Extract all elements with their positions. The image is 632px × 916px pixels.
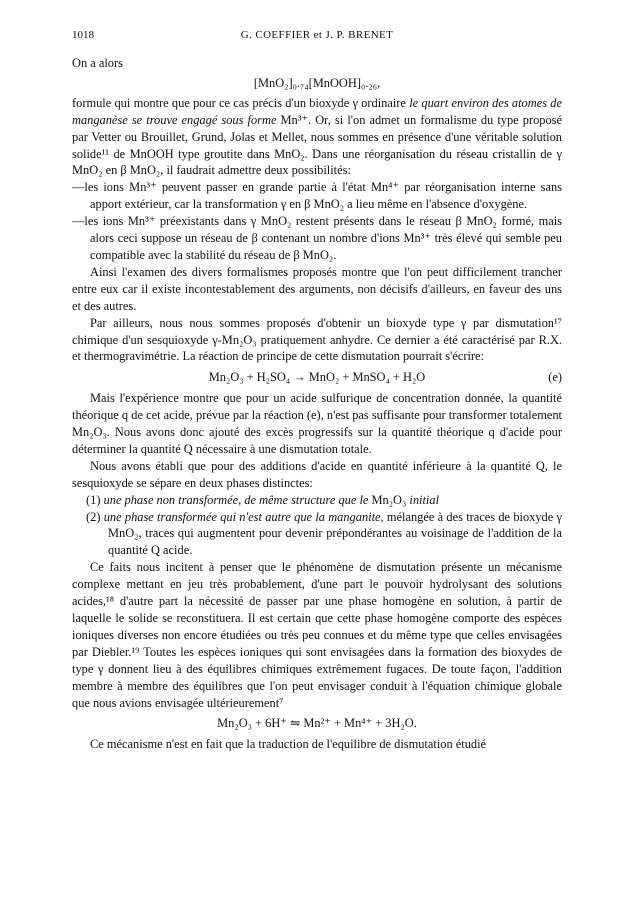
- list-number: (1): [86, 492, 104, 507]
- paragraph-final: Ce mécanisme n'est en fait que la traduction de l'equilibre de dismutation étudié: [90, 737, 487, 752]
- emphasis-text: une phase non transformée, de même structure que le: [103, 492, 369, 507]
- formula-composition: [MnO₂]₀.₇₄[MnOOH]₀.₂₆,: [253, 75, 381, 90]
- list-number: (2): [86, 509, 104, 524]
- text-run: formule qui montre que pour ce cas précis d'un bioxyde γ ordinaire: [72, 95, 410, 110]
- paragraph-experiment: Mais l'expérience montre que pour un acide sulfurique de concentration donnée, la quantité théorique q de cet acide, prévue par la réaction (e), n'est pas suffisante pour transformer totalement Mn₂O₃. Nous avons donc ajouté des excès progressifs sur la quantité théorique q d'acide pour déterminer la quantité Q nécessaire à une dismutation totale.: [72, 391, 562, 456]
- article-body: [72, 55, 562, 753]
- emphasis-text: le quart environ des atomes de manganèse se trouve engagé sous forme: [72, 95, 562, 127]
- possibility-one: —les ions Mn³⁺ peuvent passer en grande partie à l'état Mn⁴⁺ par réorganisation interne sans apport extérieur, car la transformation γ en β MnO₂ a lieu même en l'absence d'oxygène.: [72, 180, 562, 212]
- running-header: [72, 27, 562, 43]
- list-item-phase-1: [72, 492, 562, 509]
- text-run: mélangée à des traces de bioxyde γ MnO₂, traces qui augmentent pour devenir prépondérantes au voisinage de l'addition de la quantité Q acide.: [108, 509, 562, 558]
- paragraph-phases: Nous avons établi que pour des additions d'acide en quantité inférieure à la quantité Q, le sesquioxyde se sépare en deux phases distinctes:: [72, 458, 562, 490]
- equation-global: [72, 715, 562, 732]
- paragraph-intro: On a alors: [72, 56, 123, 70]
- equation-global-body: Mn₂O₃ + 6H⁺ ⇋ Mn²⁺ + Mn⁴⁺ + 3H₂O.: [217, 716, 417, 731]
- running-title: G. COEFFIER et J. P. BRENET: [240, 29, 394, 41]
- paragraph-dismutation: Par ailleurs, nous nous sommes proposés d'obtenir un bioxyde type γ par dismutation¹⁷ chimique d'un sesquioxyde γ-Mn₂O₃ pratiquement anhydre. Ce dernier a été caractérisé par R.X. et thermogravimétrie. La réaction de principe de cette dismutation pourrait s'écrire:: [72, 315, 562, 364]
- text-run: Mn³⁺. Or, si l'on admet un formalisme du type proposé par Vetter ou Brouillet, Grund, Jolas et Mellet, nous sommes en présence d'une véritable solution solide¹¹ de MnOOH type groutite dans MnO₂. Dans une réorganisation du réseau cristallin de γ MnO₂ en β MnO₂, il faudrait admettre deux possibilités:: [72, 112, 562, 178]
- possibility-two: —les ions Mn³⁺ préexistants dans γ MnO₂ restent présents dans le réseau β MnO₂ formé, mais alors ceci suppose un réseau de β contenant un nombre d'ions Mn³⁺ très élevé qui semble peu compatible avec la stabilité du réseau de β MnO₂.: [72, 214, 562, 262]
- text-run: Mn₂O₃: [368, 492, 410, 507]
- list-item-phase-2: [72, 509, 562, 560]
- equation-e-tag: (e): [548, 370, 562, 385]
- page-number: 1018: [72, 29, 94, 41]
- paragraph-formula-discussion: [72, 95, 562, 180]
- equation-e: [72, 369, 562, 386]
- paragraph-formalisms: Ainsi l'examen des divers formalismes proposés montre que l'on peut difficilement trancher entre eux car il existe incontestablement des arguments, non décisifs d'ailleurs, en faveur des uns et des autres.: [72, 264, 562, 313]
- paragraph-mechanism: Ce faits nous incitent à penser que le phénomène de dismutation présente un mécanisme complexe mettant en jeu très probablement, d'une part le pouvoir hydrolysant des solutions acides,¹⁸ d'autre part la nécessité de passer par une phase homogène en solution, à partir de laquelle le solide se reconstituera. Il est certain que cette phase homogène comporte des espèces ioniques diverses non encore étudiées ou très peu connues et du même type que celles envisagées par Diebler.¹⁹ Toutes les espèces ioniques qui sont envisagées dans la formation des bioxydes de type γ donnent lieu à des équilibres chimiques extrêmement fugaces. De toute façon, l'addition membre à membre des équilibres que l'on peut envisager conduit à l'équation chimique globale que nous avions envisagée ultérieurement⁷: [72, 560, 562, 710]
- emphasis-text: une phase transformée qui n'est autre que la manganite,: [103, 509, 384, 524]
- emphasis-text: initial: [409, 492, 440, 507]
- equation-e-body: Mn₂O₃ + H₂SO₄ → MnO₂ + MnSO₄ + H₂O: [208, 370, 426, 385]
